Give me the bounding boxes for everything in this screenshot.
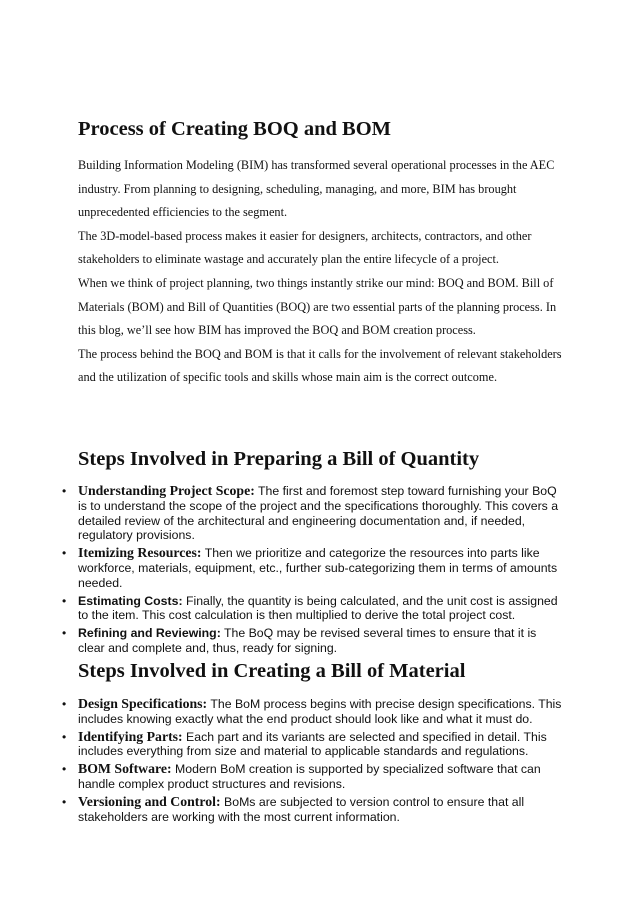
intro-paragraph: The 3D-model-based process makes it easier for designers, architects, contractors, and other stakeholders to eliminate wastage and accurately plan the entire lifecycle of a project.	[78, 228, 532, 267]
section-title-boq-bom-process: Process of Creating BOQ and BOM	[78, 118, 391, 140]
bullet-icon: •	[62, 762, 67, 777]
step-description: The BoM process begins with precise design specifications. This includes knowing exactly what the end product should look like and what it must do.	[78, 697, 562, 726]
step-description: Each part and its variants are selected and specified in detail. This includes everything from size and material to applicable standards and regulations.	[78, 729, 547, 759]
step-description: BoMs are subjected to version control to ensure that all stakeholders are working with the most current information.	[78, 794, 525, 824]
list-item	[62, 545, 564, 590]
step-term: Understanding Project Scope:	[78, 483, 255, 498]
intro-body	[78, 154, 564, 390]
step-description: Modern BoM creation is supported by specialized software that can handle complex product structures and revisions.	[78, 762, 541, 791]
section-title-bill-of-material: Steps Involved in Creating a Bill of Material	[78, 660, 466, 682]
step-term: Versioning and Control:	[78, 793, 221, 809]
section-title-bill-of-quantity: Steps Involved in Preparing a Bill of Quantity	[78, 448, 480, 470]
step-term: Identifying Parts:	[78, 728, 183, 744]
step-term: Itemizing Resources:	[78, 545, 202, 561]
bullet-icon: •	[62, 697, 67, 711]
step-term: Refining and Reviewing:	[78, 626, 221, 641]
list-item	[62, 626, 564, 656]
bullet-icon: •	[62, 484, 67, 498]
step-description: The first and foremost step toward furnishing your BoQ is to understand the scope of the project and the specifications thoroughly. This covers a detailed review of the architectural and engineering documentation and, if needed, regulatory provisions.	[78, 484, 559, 543]
step-term: Estimating Costs:	[78, 593, 183, 608]
list-item	[62, 728, 564, 760]
list-item	[62, 793, 564, 825]
step-description: Finally, the quantity is being calculated, and the unit cost is assigned to the item. This cost calculation is then multiplied to derive the total project cost.	[78, 593, 558, 623]
intro-paragraph: When we think of project planning, two things instantly strike our mind: BOQ and BOM. Bill of Materials (BOM) and Bill of Quantities (BOQ) are two essential parts of the planning process. In this blog, we’ll see how BIM has improved the BOQ and BOM creation process.	[78, 275, 557, 338]
step-description: Then we prioritize and categorize the resources into parts like workforce, materials, equipment, etc., further sub-categorizing them in terms of amounts needed.	[78, 546, 558, 590]
bullet-icon: •	[62, 626, 67, 641]
intro-paragraph: The process behind the BOQ and BOM is that it calls for the involvement of relevant stakeholders and the utilization of specific tools and skills whose main aim is the correct outcome.	[78, 346, 562, 385]
bullet-icon: •	[62, 593, 67, 608]
intro-paragraph: Building Information Modeling (BIM) has transformed several operational processes in the AEC industry. From planning to designing, scheduling, managing, and more, BIM has brought unprecedented efficiencies to the segment.	[78, 158, 555, 220]
list-item	[62, 761, 564, 792]
bullet-icon: •	[62, 729, 67, 744]
bullet-icon: •	[62, 546, 67, 561]
step-term: Design Specifications:	[78, 696, 208, 711]
list-item	[62, 483, 564, 543]
step-description: The BoQ may be revised several times to ensure that it is clear and complete and, thus, ready for signing.	[78, 626, 537, 655]
boq-steps-list	[62, 483, 564, 659]
list-item	[62, 593, 564, 624]
bom-steps-list	[62, 696, 564, 827]
step-term: BOM Software:	[78, 761, 172, 777]
bullet-icon: •	[62, 794, 67, 809]
list-item	[62, 696, 564, 727]
